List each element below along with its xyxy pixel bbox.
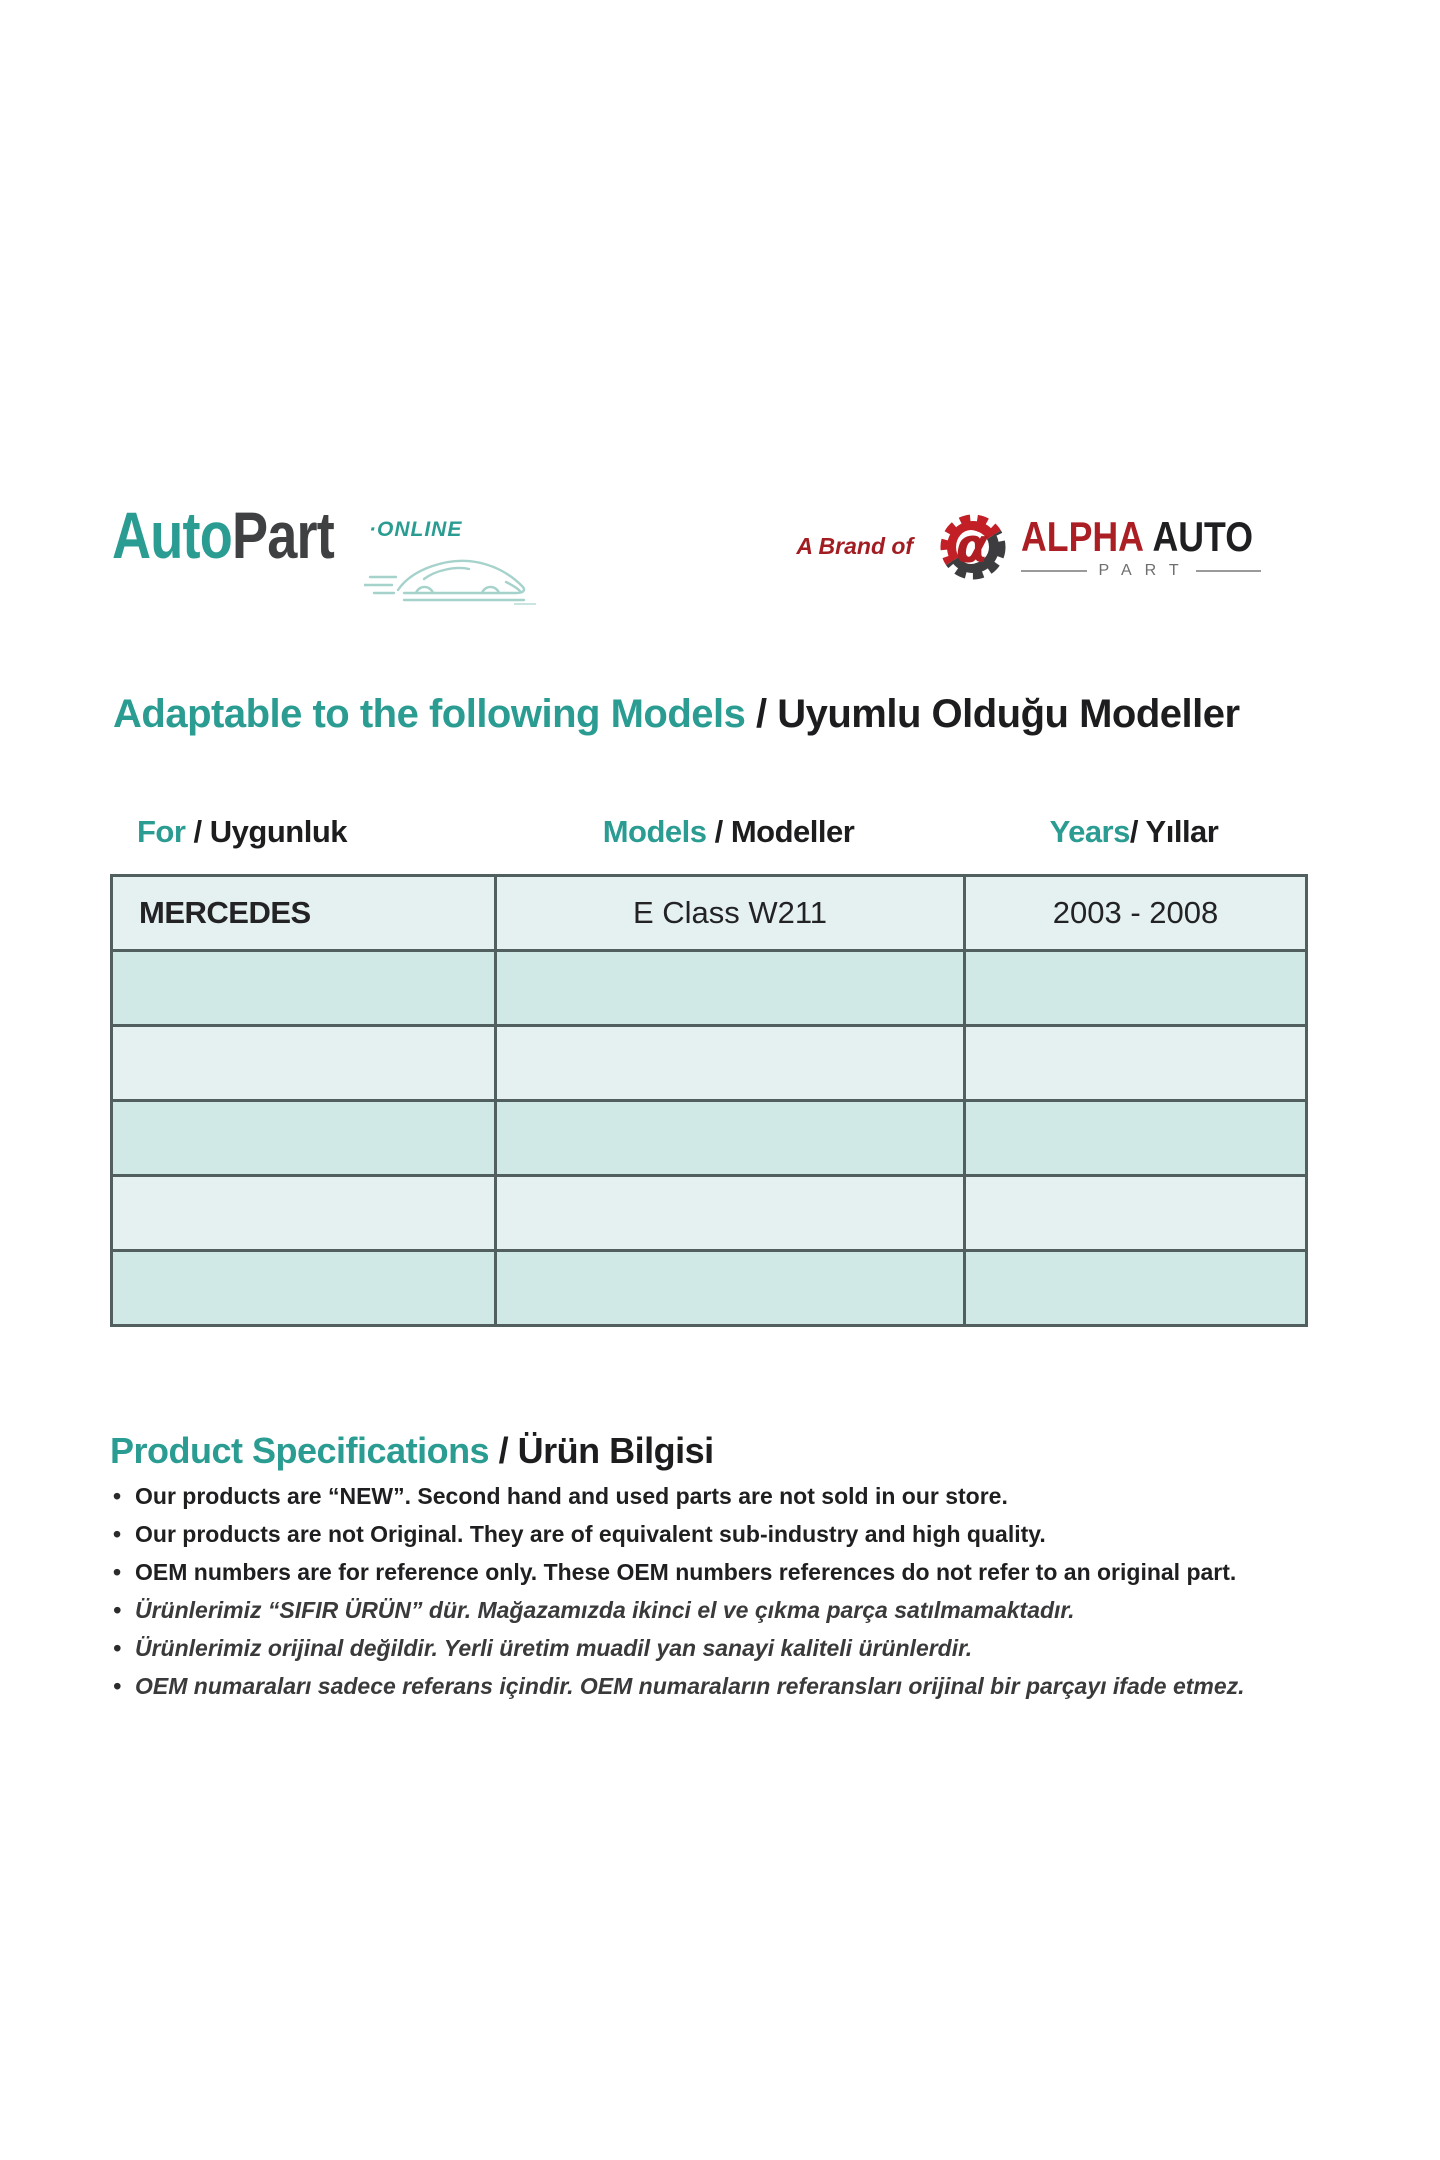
cell-for [112, 1251, 496, 1326]
cell-model [496, 1251, 965, 1326]
table-row [112, 1101, 1307, 1176]
column-header-for: For / Uygunluk [137, 814, 348, 849]
cell-years [965, 951, 1307, 1026]
specs-title-tr: / Ürün Bilgisi [489, 1430, 714, 1471]
cell-model: E Class W211 [496, 876, 965, 951]
spec-bullet: • Our products are not Original. They are of equivalent sub-industry and high quality. [110, 1522, 1380, 1547]
cell-model [496, 1176, 965, 1251]
cell-years [965, 1026, 1307, 1101]
brand-part-line-left [1021, 570, 1086, 572]
brand-name-alpha: ALPHA [1021, 513, 1145, 560]
specs-section-title [110, 1430, 714, 1472]
brand-part-label: PART [1098, 562, 1192, 579]
models-title-tr: / Uyumlu Olduğu Modeller [745, 692, 1240, 736]
spec-bullet: • OEM numaraları sadece referans içindir. OEM numaraların referansları orijinal bir parçayı ifade etmez. [110, 1674, 1380, 1699]
models-table-header [110, 806, 1305, 858]
cell-for [112, 1176, 496, 1251]
cell-model [496, 951, 965, 1026]
column-header-models: Models / Modeller [602, 814, 855, 849]
brand-prefix-label: A Brand of [796, 532, 914, 559]
alpha-brand-block [796, 500, 1294, 596]
autopart-logo-online-suffix: ·ONLINE [369, 518, 463, 541]
cell-years [965, 1251, 1307, 1326]
table-row [112, 1026, 1307, 1101]
cell-model [496, 1101, 965, 1176]
cell-years [965, 1101, 1307, 1176]
spec-bullet: • Ürünlerimiz “SIFIR ÜRÜN” dür. Mağazamızda ikinci el ve çıkma parça satılmamaktadır. [110, 1598, 1380, 1623]
brand-name-auto: AUTO [1152, 513, 1254, 560]
models-table [110, 874, 1308, 1327]
cell-for [112, 1101, 496, 1176]
table-row [112, 876, 1307, 951]
cell-years: 2003 - 2008 [965, 876, 1307, 951]
cell-years [965, 1176, 1307, 1251]
svg-text:α: α [955, 518, 989, 574]
brand-name-block [1021, 513, 1294, 580]
spec-bullet: • Ürünlerimiz orijinal değildir. Yerli üretim muadil yan sanayi kaliteli ürünlerdir. [110, 1636, 1380, 1661]
brand-part-row [1021, 562, 1261, 580]
table-row [112, 951, 1307, 1026]
gear-alpha-icon [935, 504, 1011, 593]
models-title-en: Adaptable to the following Models [113, 692, 746, 736]
autopart-logo-word-part: Part [231, 498, 334, 572]
cell-for [112, 1026, 496, 1101]
spec-bullet-list [110, 1484, 1380, 1712]
car-sketch-icon [364, 540, 544, 606]
cell-model [496, 1026, 965, 1101]
spec-bullet: • Our products are “NEW”. Second hand and used parts are not sold in our store. [110, 1484, 1380, 1509]
table-row [112, 1251, 1307, 1326]
cell-for [112, 951, 496, 1026]
column-header-years: Years/ Yıllar [1049, 814, 1219, 849]
brand-name [1021, 513, 1254, 560]
brand-part-line-right [1196, 570, 1261, 572]
cell-for: MERCEDES [112, 876, 496, 951]
table-row [112, 1176, 1307, 1251]
specs-title-en: Product Specifications [110, 1430, 490, 1471]
models-section-title [113, 692, 1240, 737]
autopart-logo [112, 500, 572, 610]
autopart-logo-word-auto: Auto [112, 498, 232, 572]
spec-bullet: • OEM numbers are for reference only. These OEM numbers references do not refer to an original part. [110, 1560, 1380, 1585]
autopart-logo-text [112, 500, 334, 570]
